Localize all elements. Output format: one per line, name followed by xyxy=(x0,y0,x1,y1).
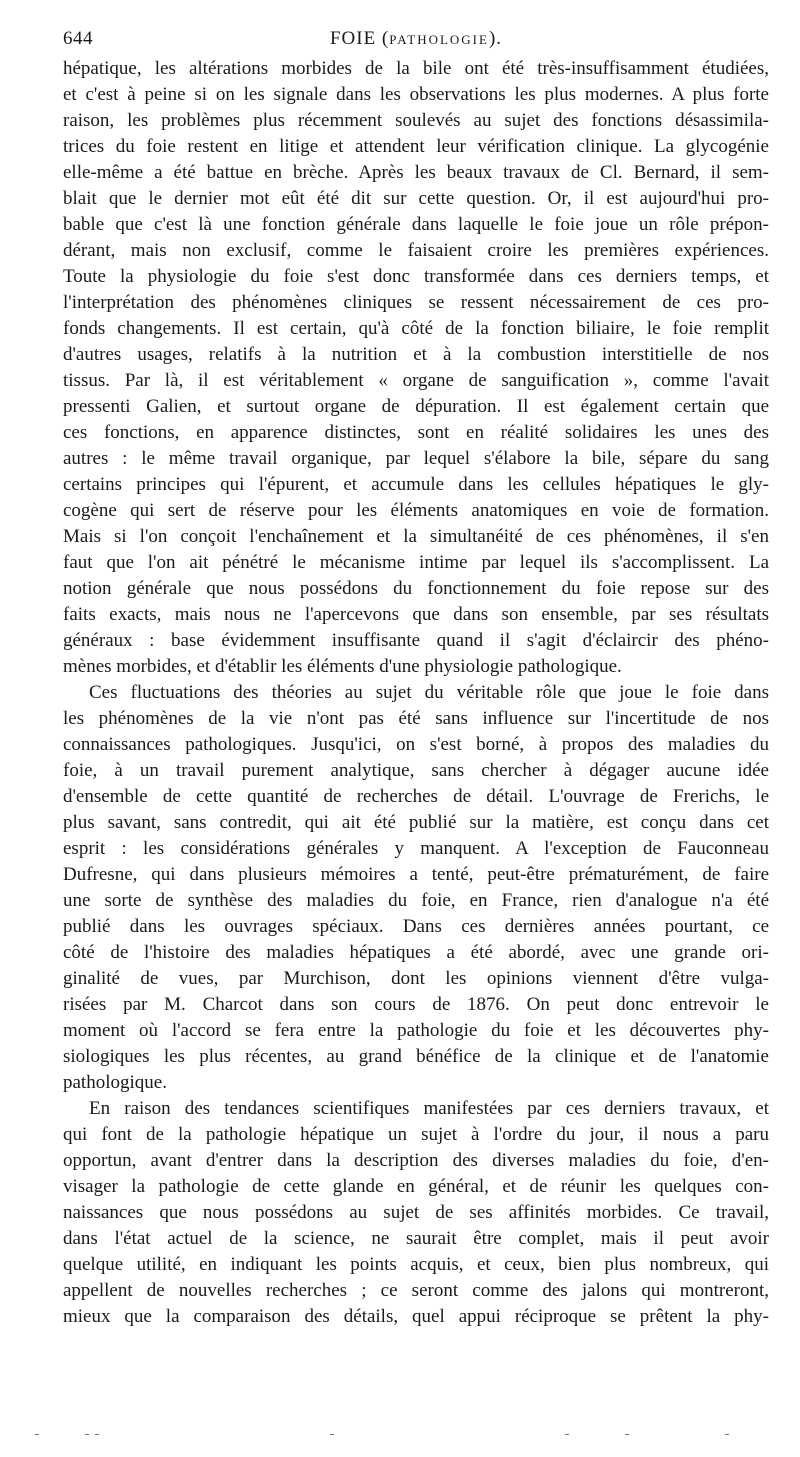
page-number: 644 xyxy=(63,28,93,49)
text-line: une sorte de synthèse des maladies du foie, en France, rien d'analogue n'a été xyxy=(63,890,769,911)
text-line: ginalité de vues, par Murchison, dont les opinions viennent d'être vulga- xyxy=(63,968,769,989)
text-line: risées par M. Charcot dans son cours de 1876. On peut donc entrevoir le xyxy=(63,994,769,1015)
text-line: et c'est à peine si on les signale dans les observations les plus modernes. A plus forte xyxy=(63,84,769,105)
text-line: Toute la physiologie du foie s'est donc transformée dans ces derniers temps, et xyxy=(63,266,769,287)
text-line: pathologique. xyxy=(63,1072,167,1093)
scan-speck xyxy=(725,1434,729,1435)
text-line: connaissances pathologiques. Jusqu'ici, on s'est borné, à propos des maladies du xyxy=(63,734,769,755)
running-title-end: ). xyxy=(488,28,503,49)
scan-speck xyxy=(85,1434,89,1435)
text-line: bable que c'est là une fonction générale dans laquelle le foie joue un rôle prépon- xyxy=(63,214,769,235)
running-title xyxy=(63,28,769,50)
text-line: esprit : les considérations générales y manquent. A l'exception de Fauconneau xyxy=(63,838,769,859)
text-line: d'ensemble de cette quantité de recherches de détail. L'ouvrage de Frerichs, le xyxy=(63,786,769,807)
text-line: l'interprétation des phénomènes cliniques se ressent nécessairement de ces pro- xyxy=(63,292,769,313)
scan-speck xyxy=(330,1434,334,1435)
text-line: mènes morbides, et d'établir les éléments d'une physiologie pathologique. xyxy=(63,656,622,677)
text-line: Ces fluctuations des théories au sujet du véritable rôle que joue le foie dans xyxy=(89,682,769,703)
text-line: hépatique, les altérations morbides de la bile ont été très-insuffisamment étudiées, xyxy=(63,58,769,79)
text-line: dérant, mais non exclusif, comme le faisaient croire les premières expériences. xyxy=(63,240,769,261)
text-line: dans l'état actuel de la science, ne saurait être complet, mais il peut avoir xyxy=(63,1228,769,1249)
text-line: naissances que nous possédons au sujet de ses affinités morbides. Ce travail, xyxy=(63,1202,769,1223)
running-title-text: FOIE ( xyxy=(329,28,390,49)
text-line: ces fonctions, en apparence distinctes, sont en réalité solidaires les unes des xyxy=(63,422,769,443)
text-line: les phénomènes de la vie n'ont pas été sans influence sur l'incertitude de nos xyxy=(63,708,769,729)
text-line: En raison des tendances scientifiques manifestées par ces derniers travaux, et xyxy=(89,1098,769,1119)
text-line: trices du foie restent en litige et attendent leur vérification clinique. La glycogénie xyxy=(63,136,769,157)
text-line: elle-même a été battue en brèche. Après les beaux travaux de Cl. Bernard, il sem- xyxy=(63,162,769,183)
scan-specks xyxy=(35,1434,735,1444)
scan-speck xyxy=(95,1434,99,1435)
text-line: côté de l'histoire des maladies hépatiques a été abordé, avec une grande ori- xyxy=(63,942,769,963)
body-text xyxy=(63,56,769,1330)
text-line: généraux : base évidemment insuffisante quand il s'agit d'éclaircir des phéno- xyxy=(63,630,769,651)
running-header xyxy=(63,24,769,54)
text-line: visager la pathologie de cette glande en général, et de réunir les quelques con- xyxy=(63,1176,769,1197)
text-line: Mais si l'on conçoit l'enchaînement et la simultanéité de ces phénomènes, il s'en xyxy=(63,526,769,547)
text-line: d'autres usages, relatifs à la nutrition et à la combustion interstitielle de nos xyxy=(63,344,769,365)
text-line: publié dans les ouvrages spéciaux. Dans ces dernières années pourtant, ce xyxy=(63,916,769,937)
text-line: cogène qui sert de réserve pour les éléments anatomiques en voie de formation. xyxy=(63,500,769,521)
scan-speck xyxy=(565,1434,569,1435)
text-line: opportun, avant d'entrer dans la description des diverses maladies du foie, d'en- xyxy=(63,1150,769,1171)
text-line: foie, à un travail purement analytique, sans chercher à dégager aucune idée xyxy=(63,760,769,781)
text-line: qui font de la pathologie hépatique un sujet à l'ordre du jour, il nous a paru xyxy=(63,1124,769,1145)
scan-speck xyxy=(35,1434,39,1435)
text-line: raison, les problèmes plus récemment soulevés au sujet des fonctions désassimila- xyxy=(63,110,769,131)
scan-speck xyxy=(625,1434,629,1435)
book-page xyxy=(63,24,769,1330)
text-line: siologiques les plus récentes, au grand bénéfice de la clinique et de l'anatomie xyxy=(63,1046,769,1067)
text-line: fonds changements. Il est certain, qu'à côté de la fonction biliaire, le foie remplit xyxy=(63,318,769,339)
text-line: faits exacts, mais nous ne l'apercevons que dans son ensemble, par ses résultats xyxy=(63,604,769,625)
text-line: certains principes qui l'épurent, et accumule dans les cellules hépatiques le gly- xyxy=(63,474,769,495)
text-line: moment où l'accord se fera entre la pathologie du foie et les découvertes phy- xyxy=(63,1020,769,1041)
text-line: pressenti Galien, et surtout organe de dépuration. Il est également certain que xyxy=(63,396,769,417)
text-line: tissus. Par là, il est véritablement « organe de sanguification », comme l'avait xyxy=(63,370,769,391)
text-line: notion générale que nous possédons du fonctionnement du foie repose sur des xyxy=(63,578,769,599)
text-line: blait que le dernier mot eût été dit sur cette question. Or, il est aujourd'hui pro- xyxy=(63,188,769,209)
text-line: faut que l'on ait pénétré le mécanisme intime par lequel ils s'accomplissent. La xyxy=(63,552,769,573)
text-line: plus savant, sans contredit, qui ait été publié sur la matière, est conçu dans cet xyxy=(63,812,769,833)
text-line: appellent de nouvelles recherches ; ce seront comme des jalons qui montreront, xyxy=(63,1280,769,1301)
running-title-smallcaps: PATHOLOGIE xyxy=(389,32,489,47)
text-line: quelque utilité, en indiquant les points acquis, et ceux, bien plus nombreux, qui xyxy=(63,1254,769,1275)
text-line: mieux que la comparaison des détails, quel appui réciproque se prêtent la phy- xyxy=(63,1306,769,1327)
text-line: autres : le même travail organique, par lequel s'élabore la bile, sépare du sang xyxy=(63,448,769,469)
text-line: Dufresne, qui dans plusieurs mémoires a tenté, peut-être prématurément, de faire xyxy=(63,864,769,885)
